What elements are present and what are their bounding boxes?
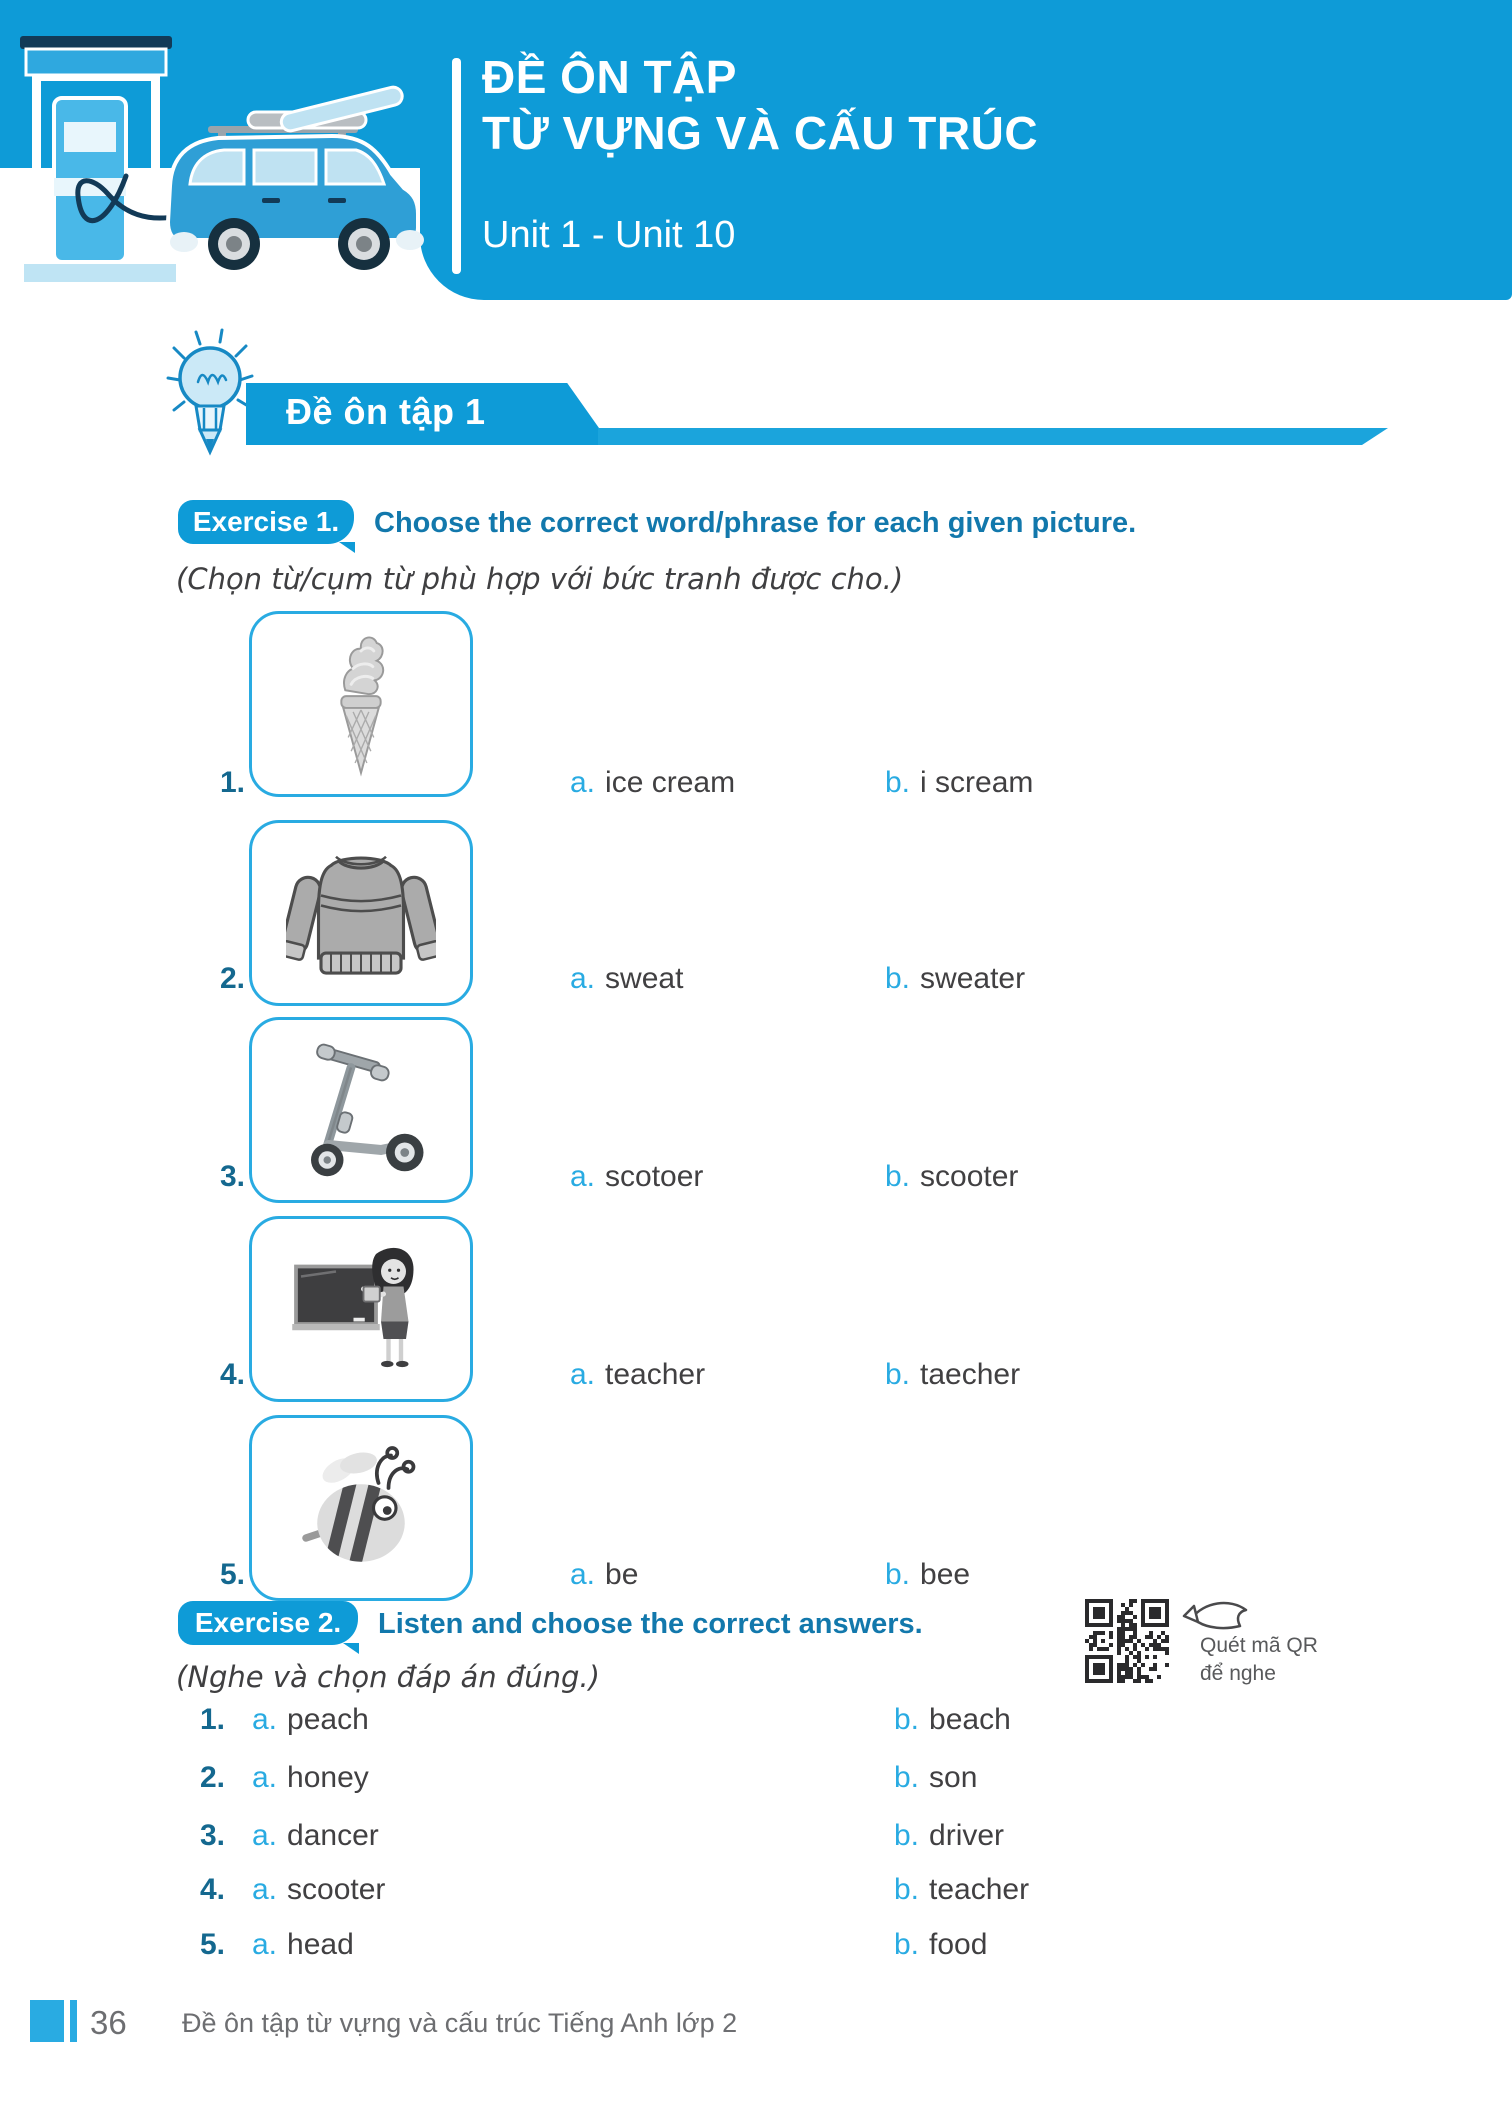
ice-cream-image [302,625,420,783]
item-number: 3. [219,1160,245,1193]
option-text: food [929,1928,988,1961]
qr-caption-line1: Quét mã QR [1200,1634,1318,1657]
option-b [885,766,1033,800]
option-text: sweat [605,962,684,995]
option-text: scooter [287,1873,386,1906]
option-letter: a. [570,1558,596,1591]
option-b [885,962,1025,996]
page-number: 36 [90,2004,127,2041]
option-letter: b. [885,766,911,799]
item-number: 1. [199,1703,225,1736]
option-a [252,1761,369,1795]
option-b [885,1358,1020,1392]
option-letter: b. [885,1558,911,1591]
option-letter: b. [894,1873,920,1906]
section-banner-label: Đề ôn tập 1 [286,391,486,432]
picture-box-teacher [249,1216,473,1402]
footer-text: Đề ôn tập từ vựng và cấu trúc Tiếng Anh lớp 2 [182,2008,738,2038]
exercise2-badge: Exercise 2. [178,1601,358,1645]
option-a [252,1703,369,1737]
option-letter: a. [570,962,596,995]
gas-station-car-illustration [12,26,432,294]
qr-arrow-icon [1178,1596,1258,1638]
page-title-line1: ĐỀ ÔN TẬP [482,51,737,103]
option-text: peach [287,1703,369,1736]
option-letter: a. [570,766,596,799]
option-a [570,1160,703,1194]
teacher-image [286,1234,436,1384]
header-divider-rule [452,58,461,274]
footer-accent-square [30,2000,64,2042]
option-letter: a. [252,1819,278,1852]
option-a [570,766,735,800]
option-letter: a. [570,1358,596,1391]
page-subtitle: Unit 1 - Unit 10 [482,214,736,256]
light-bulb-pencil-icon [160,326,260,456]
option-letter: b. [885,962,911,995]
option-text: taecher [920,1358,1021,1391]
option-b [894,1928,987,1962]
bee-image [286,1433,436,1583]
option-text: son [929,1761,978,1794]
option-text: beach [929,1703,1011,1736]
option-a [570,1358,705,1392]
option-a [252,1928,354,1962]
option-text: scooter [920,1160,1019,1193]
item-number: 1. [219,766,245,799]
option-a [252,1873,385,1907]
option-letter: b. [885,1358,911,1391]
option-b [894,1761,977,1795]
item-number: 4. [219,1358,245,1391]
option-letter: a. [252,1928,278,1961]
qr-caption-line2: để nghe [1200,1662,1276,1685]
item-number: 5. [219,1558,245,1591]
option-text: scotoer [605,1160,704,1193]
option-b [894,1873,1029,1907]
option-letter: a. [252,1873,278,1906]
option-text: bee [920,1558,971,1591]
qr-code [1085,1599,1169,1683]
option-text: teacher [929,1873,1030,1906]
option-letter: a. [252,1761,278,1794]
option-text: i scream [920,766,1034,799]
option-b [885,1558,970,1592]
option-b [885,1160,1018,1194]
footer-accent-bar [70,2000,77,2042]
section-banner-tail [598,428,1388,445]
option-b [894,1819,1004,1853]
picture-box-scooter [249,1017,473,1203]
item-number: 3. [199,1819,225,1852]
option-text: head [287,1928,354,1961]
picture-box-bee [249,1415,473,1601]
option-text: be [605,1558,639,1591]
sweater-image [286,838,436,988]
item-number: 5. [199,1928,225,1961]
option-letter: b. [894,1703,920,1736]
option-b [894,1703,1011,1737]
scooter-image [286,1035,436,1185]
option-text: honey [287,1761,369,1794]
item-number: 2. [219,962,245,995]
option-letter: a. [252,1703,278,1736]
exercise2-subtitle-vi: (Nghe và chọn đáp án đúng.) [176,1660,600,1694]
option-letter: b. [894,1819,920,1852]
option-a [570,962,683,996]
option-text: ice cream [605,766,736,799]
option-letter: a. [570,1160,596,1193]
item-number: 2. [199,1761,225,1794]
option-letter: b. [894,1761,920,1794]
option-letter: b. [885,1160,911,1193]
item-number: 4. [199,1873,225,1906]
option-a [252,1819,379,1853]
option-text: sweater [920,962,1026,995]
option-text: driver [929,1819,1005,1852]
exercise1-badge: Exercise 1. [178,500,354,544]
option-a [570,1558,638,1592]
exercise2-title: Listen and choose the correct answers. [378,1608,923,1640]
option-text: dancer [287,1819,379,1852]
option-letter: b. [894,1928,920,1961]
picture-box-ice-cream [249,611,473,797]
page-title-line2: TỪ VỰNG VÀ CẤU TRÚC [482,107,1039,159]
picture-box-sweater [249,820,473,1006]
exercise1-title: Choose the correct word/phrase for each given picture. [374,507,1137,539]
option-text: teacher [605,1358,706,1391]
exercise1-subtitle-vi: (Chọn từ/cụm từ phù hợp với bức tranh được cho.) [176,562,904,596]
